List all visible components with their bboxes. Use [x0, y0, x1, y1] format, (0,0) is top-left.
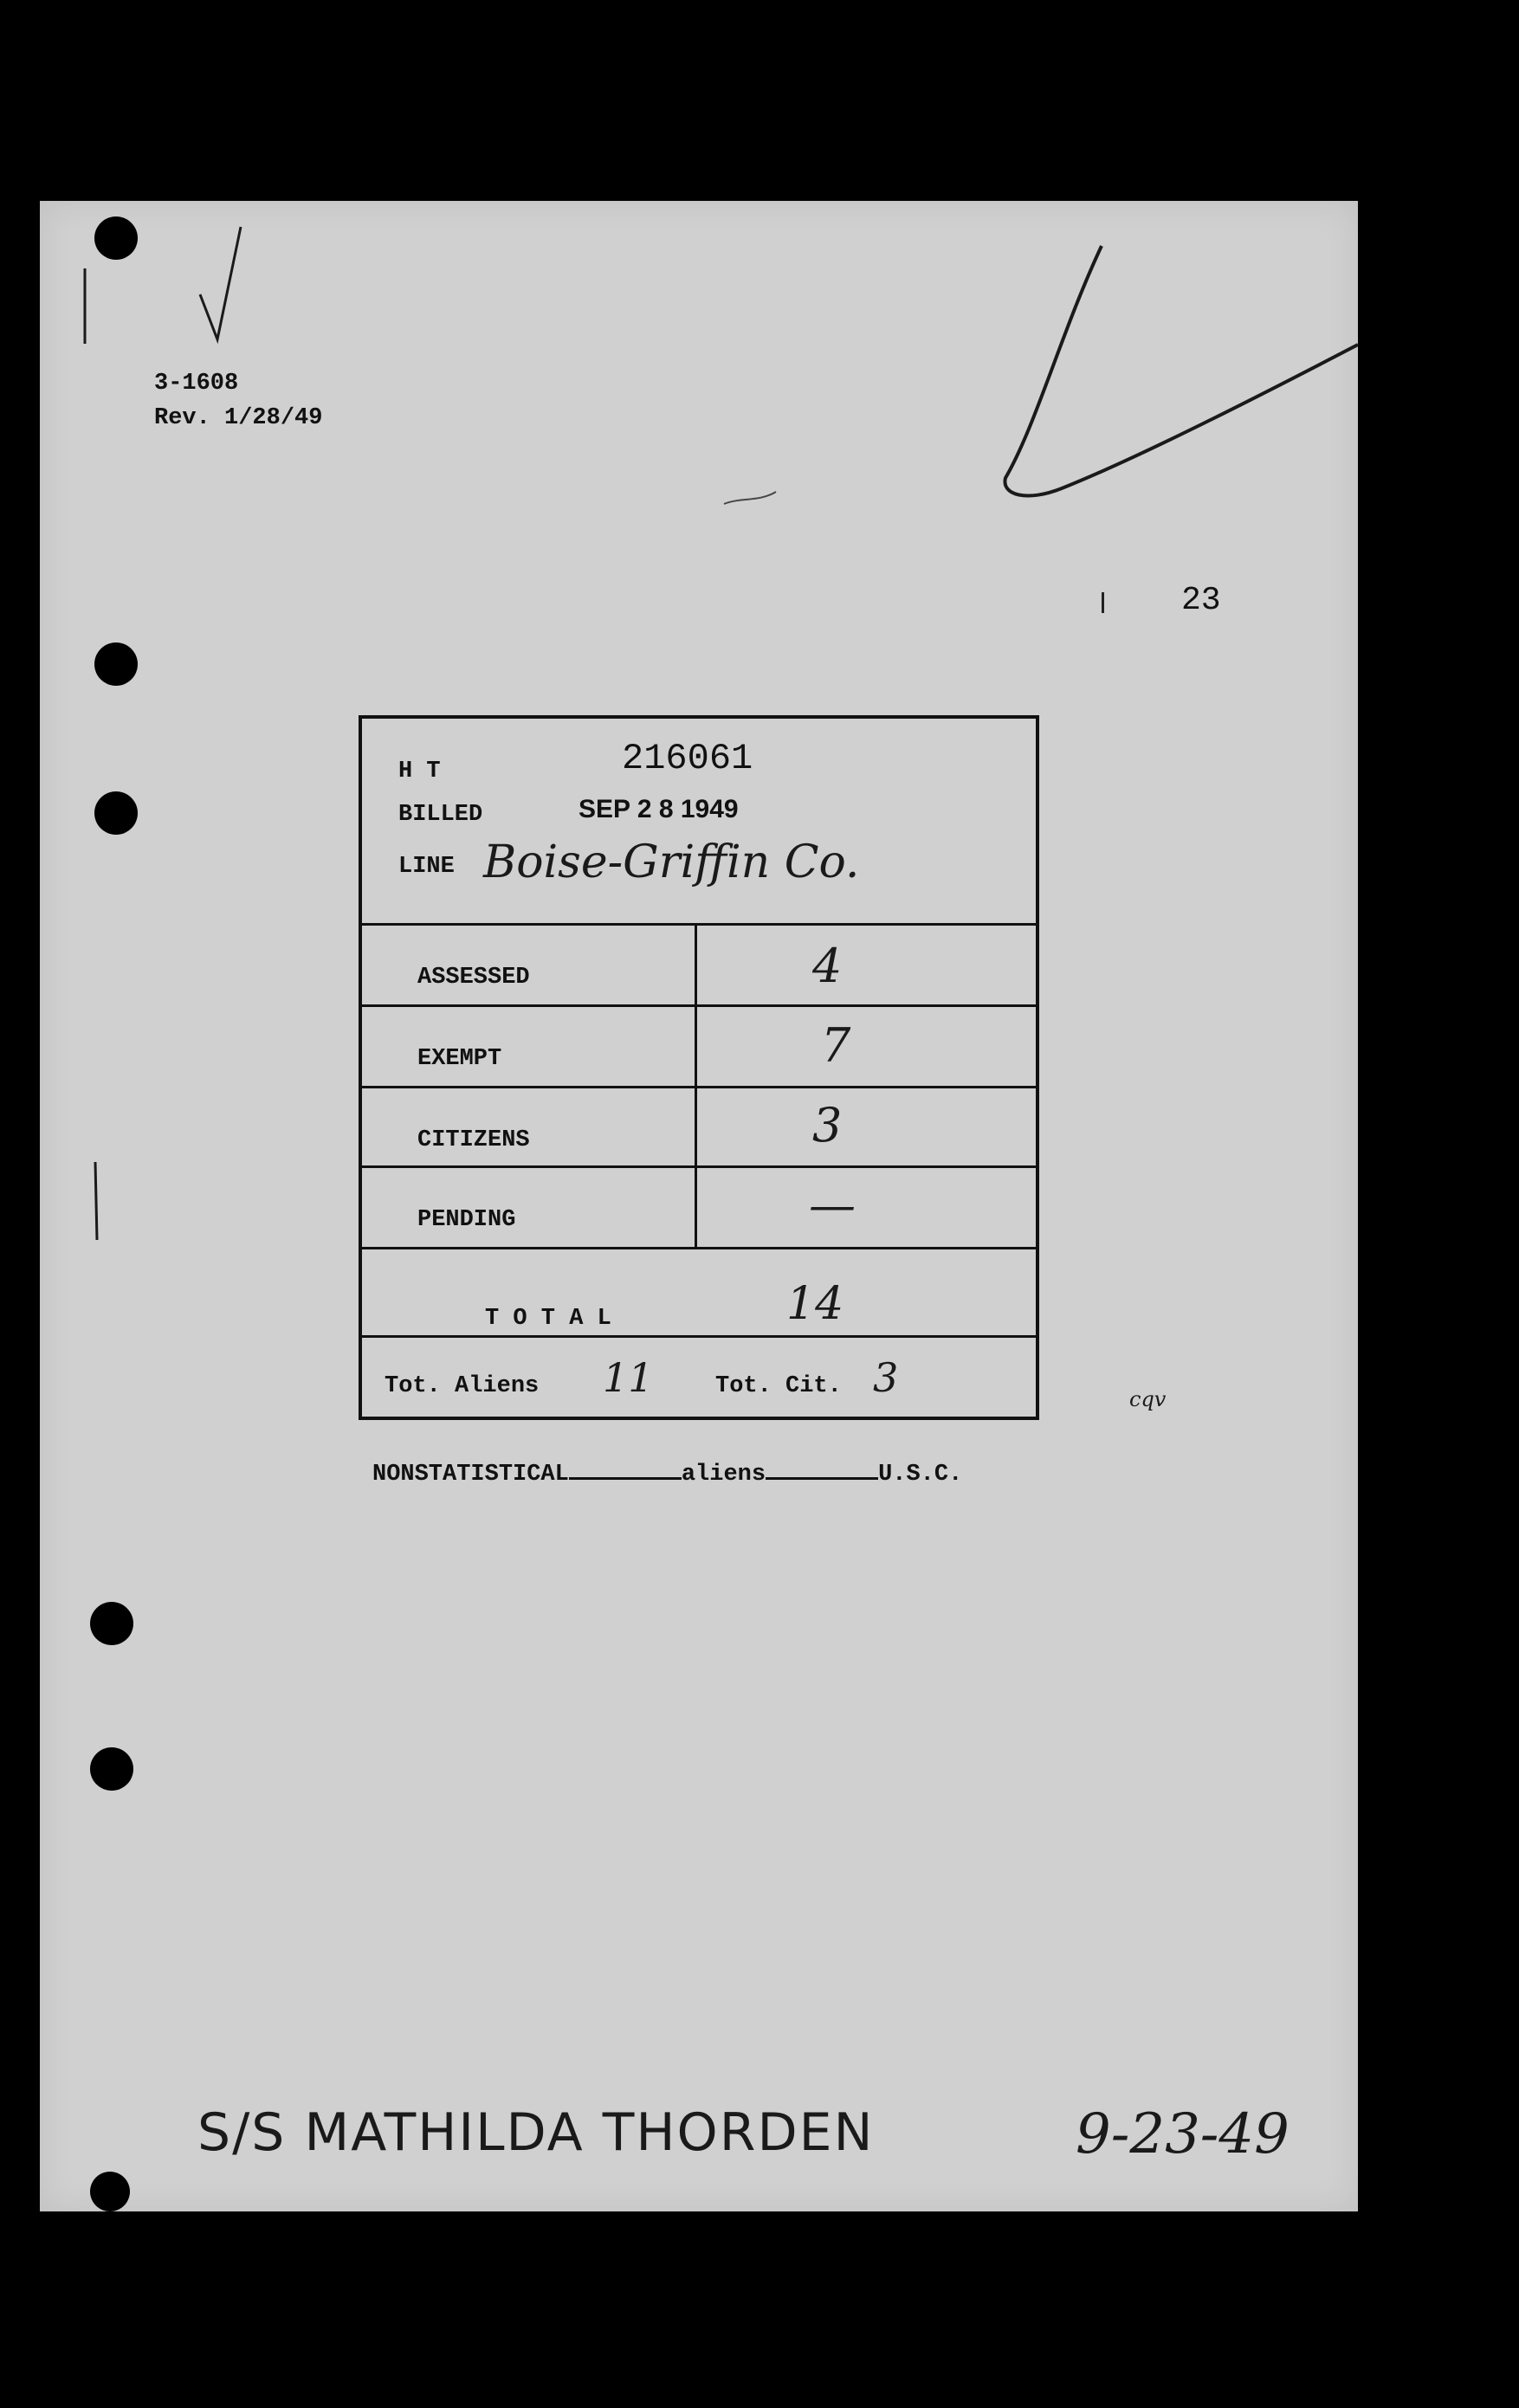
divider [362, 1247, 1036, 1249]
exempt-value: 7 [821, 1018, 851, 1073]
arrival-date: 9-23-49 [1076, 2102, 1290, 2166]
form-number: 3-1608 [154, 371, 239, 397]
total-label: T O T A L [485, 1306, 611, 1332]
nonstatistical-line [372, 1458, 962, 1488]
document-page [40, 201, 1358, 2211]
total-value: 14 [786, 1278, 844, 1330]
nonstatistical-label: NONSTATISTICAL [372, 1462, 569, 1488]
citizens-value: 3 [812, 1098, 843, 1152]
ht-number: 216061 [622, 738, 753, 779]
ship-name: S/S MATHILDA THORDEN [197, 2102, 875, 2163]
margin-note: cqv [1129, 1387, 1167, 1411]
form-revision: Rev. 1/28/49 [154, 405, 323, 431]
column-divider [695, 923, 697, 1247]
total-aliens-label: Tot. Aliens [385, 1373, 540, 1399]
pending-label: PENDING [417, 1207, 516, 1233]
exempt-label: EXEMPT [417, 1046, 502, 1072]
total-aliens-value: 11 [603, 1354, 654, 1401]
blank-line [569, 1458, 682, 1480]
billed-date-stamp: SEP 2 8 1949 [579, 795, 739, 823]
aliens-label: aliens [681, 1462, 766, 1488]
assessed-value: 4 [812, 939, 843, 993]
usc-label: U.S.C. [878, 1462, 963, 1488]
divider [362, 1335, 1036, 1338]
assessed-label: ASSESSED [417, 965, 530, 991]
billed-label: BILLED [398, 802, 483, 828]
line-value: Boise-Griffin Co. [483, 836, 860, 888]
ht-label: H T [398, 759, 441, 784]
page-number: 23 [1181, 582, 1221, 619]
line-label: LINE [398, 854, 455, 880]
pending-value: — [809, 1178, 856, 1232]
tax-form-box [359, 715, 1039, 1420]
divider [362, 1165, 1036, 1168]
total-citizens-value: 3 [873, 1354, 899, 1401]
citizens-label: CITIZENS [417, 1127, 530, 1153]
divider [362, 923, 1036, 926]
total-citizens-label: Tot. Cit. [715, 1373, 842, 1399]
blank-line [766, 1458, 878, 1480]
page-number-mark [1102, 592, 1104, 613]
divider [362, 1086, 1036, 1088]
divider [362, 1004, 1036, 1007]
